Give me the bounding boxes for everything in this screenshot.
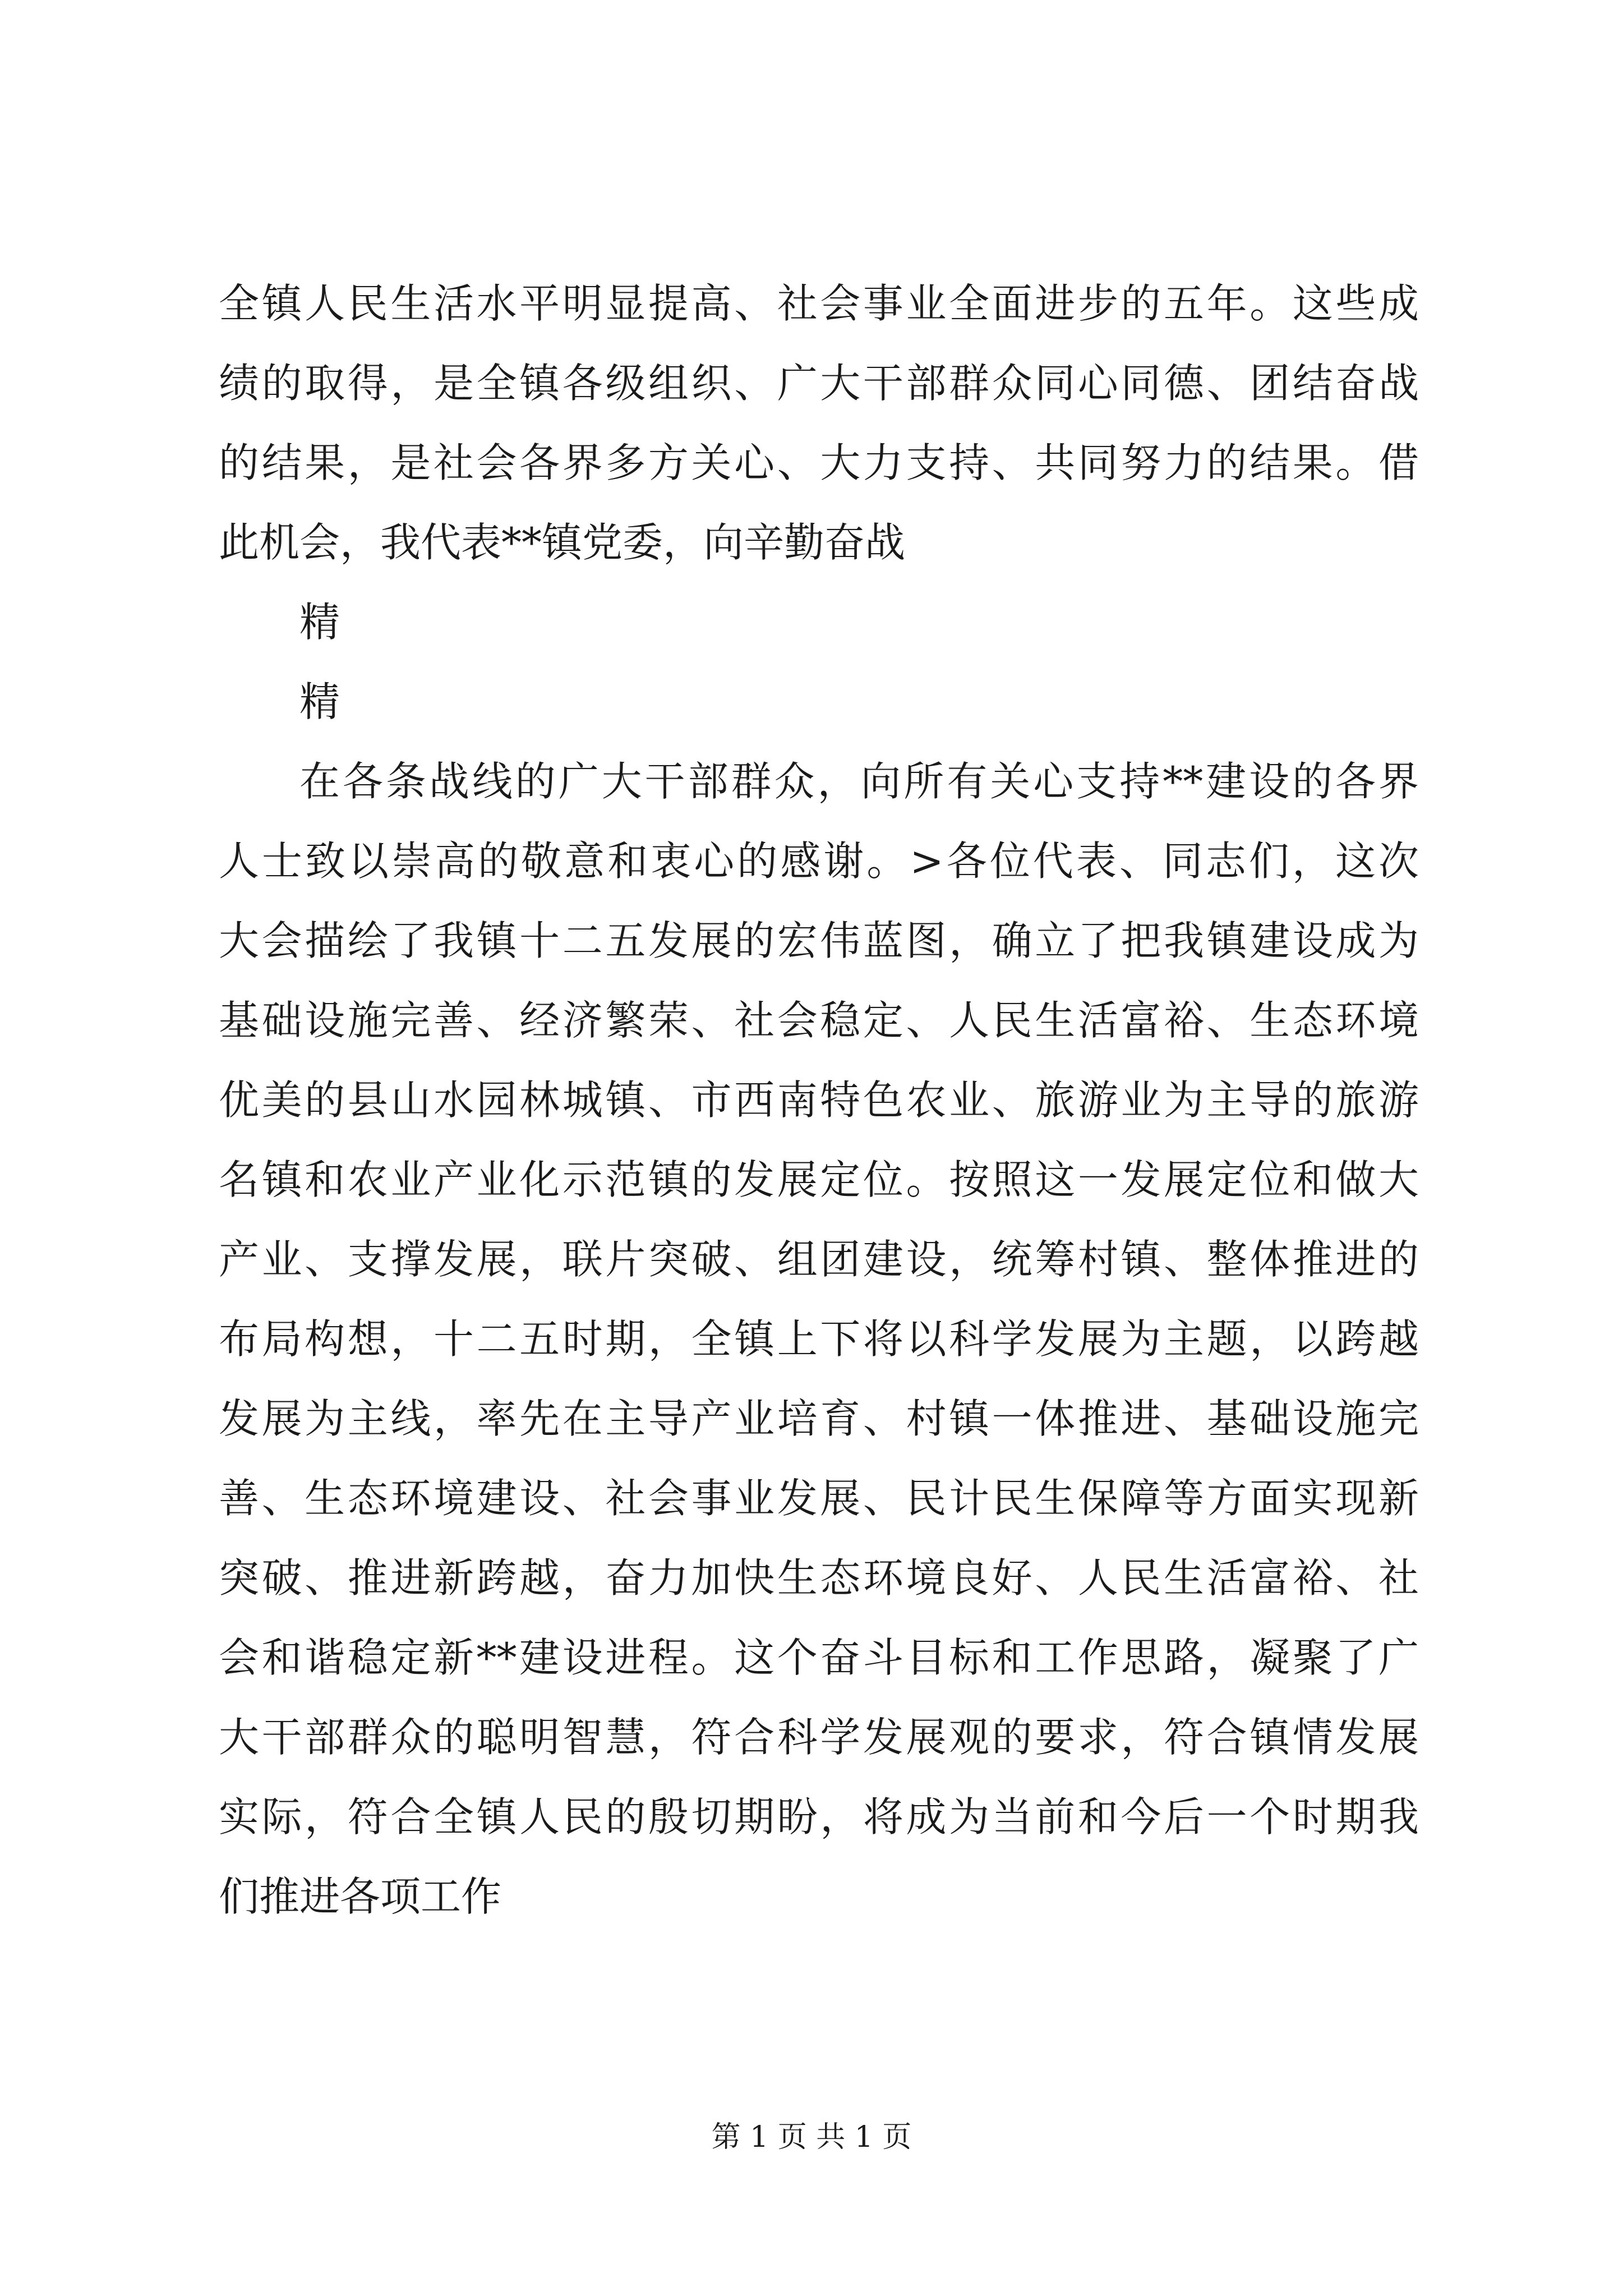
text-line: 全镇人民生活水平明显提高、社会事业全面进步的五年。这些成 (219, 280, 1419, 327)
text-line: 布局构想，十二五时期，全镇上下将以科学发展为主题，以跨越 (219, 1315, 1419, 1363)
text-line: 发展为主线，率先在主导产业培育、村镇一体推进、基础设施完 (219, 1395, 1419, 1442)
text-line: 会和谐稳定新**建设进程。这个奋斗目标和工作思路，凝聚了广 (219, 1634, 1419, 1681)
text-line: 大会描绘了我镇十二五发展的宏伟蓝图，确立了把我镇建设成为 (219, 917, 1419, 964)
page-footer: 第 1 页 共 1 页 (711, 2120, 912, 2154)
text-line: 的结果，是社会各界多方关心、大力支持、共同努力的结果。借 (219, 439, 1419, 486)
text-line: 大干部群众的聪明智慧，符合科学发展观的要求，符合镇情发展 (219, 1714, 1419, 1761)
text-line: 善、生态环境建设、社会事业发展、民计民生保障等方面实现新 (219, 1475, 1419, 1522)
text-line: 精 (299, 678, 340, 725)
text-line: 在各条战线的广大干部群众，向所有关心支持**建设的各界 (299, 758, 1419, 805)
text-line: 绩的取得，是全镇各级组织、广大干部群众同心同德、团结奋战 (219, 360, 1419, 407)
text-line: 此机会，我代表**镇党委，向辛勤奋战 (219, 519, 906, 566)
text-line: 突破、推进新跨越，奋力加快生态环境良好、人民生活富裕、社 (219, 1554, 1419, 1602)
text-line: 们推进各项工作 (219, 1873, 502, 1920)
text-line: 人士致以崇高的敬意和衷心的感谢。>各位代表、同志们，这次 (219, 838, 1419, 885)
text-line: 名镇和农业产业化示范镇的发展定位。按照这一发展定位和做大 (219, 1156, 1419, 1203)
text-line: 产业、支撑发展，联片突破、组团建设，统筹村镇、整体推进的 (219, 1236, 1419, 1283)
text-line: 实际，符合全镇人民的殷切期盼，将成为当前和今后一个时期我 (219, 1793, 1419, 1841)
text-line: 优美的县山水园林城镇、市西南特色农业、旅游业为主导的旅游 (219, 1076, 1419, 1124)
text-line: 基础设施完善、经济繁荣、社会稳定、人民生活富裕、生态环境 (219, 997, 1419, 1044)
document-body (219, 264, 1419, 1936)
text-line: 精 (299, 599, 340, 646)
